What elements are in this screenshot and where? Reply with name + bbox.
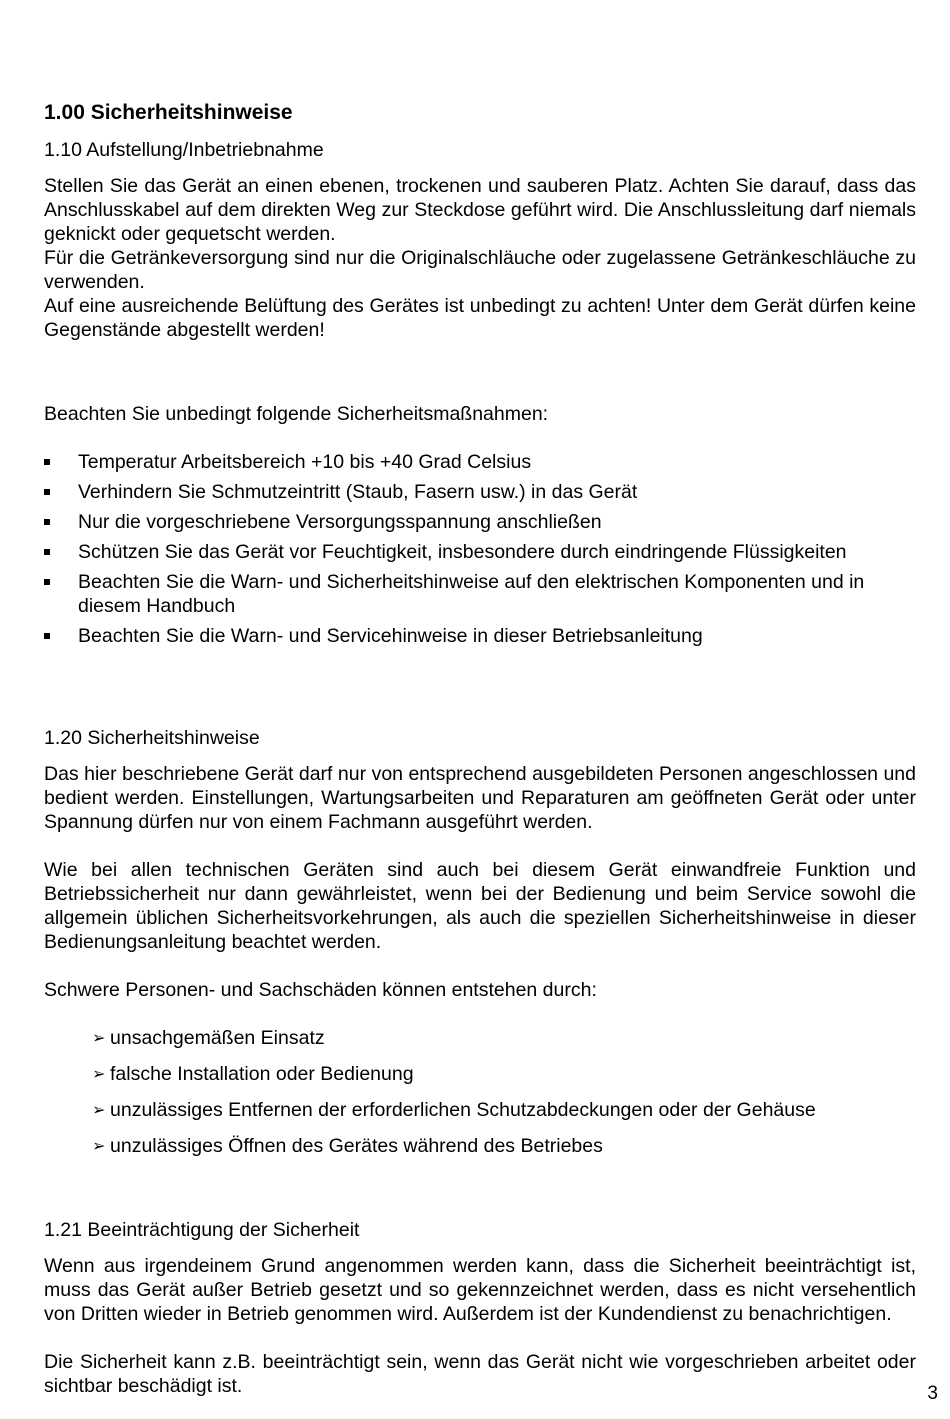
list-item: Nur die vorgeschriebene Versorgungsspannung anschließen [44, 510, 916, 534]
paragraph-sicherheit-2: Wie bei allen technischen Geräten sind auch bei diesem Gerät einwandfreie Funktion und Betriebssicherheit nur dann gewährleistet, wenn bei der Bedienung und beim Service sowohl die allgemein üblichen Sicherheitsvorkehrungen, als auch die speziellen Sicherheitshinweise in dieser Bedienungsanleitung beachtet werden. [44, 859, 916, 953]
list-item: ➢ unsachgemäßen Einsatz [92, 1027, 325, 1049]
heading-aufstellung: 1.10 Aufstellung/Inbetriebnahme [44, 139, 324, 161]
paragraph-aufstellung-2: Für die Getränkeversorgung sind nur die Originalschläuche oder zugelassene Getränkeschläuche zu verwenden. [44, 247, 916, 293]
arrow-bullet-icon: ➢ [92, 1136, 106, 1155]
section-title: 1.00 Sicherheitshinweise [44, 101, 293, 124]
list-item: Schützen Sie das Gerät vor Feuchtigkeit, insbesondere durch eindringende Flüssigkeiten [44, 540, 916, 564]
square-bullet-icon [44, 549, 50, 555]
list-item: Temperatur Arbeitsbereich +10 bis +40 Grad Celsius [44, 450, 916, 474]
list-item: Verhindern Sie Schmutzeintritt (Staub, Fasern usw.) in das Gerät [44, 480, 916, 504]
square-bullet-icon [44, 633, 50, 639]
arrow-bullet-icon: ➢ [92, 1028, 106, 1047]
paragraph-beeintraechtigung-1: Wenn aus irgendeinem Grund angenommen werden kann, dass die Sicherheit beeinträchtigt ist, muss das Gerät außer Betrieb gesetzt und so gekennzeichnet werden, dass es nicht versehentlich von Dritten wieder in Betrieb genommen wird. Außerdem ist der Kundendienst zu benachrichtigen. [44, 1255, 916, 1325]
list-item: Beachten Sie die Warn- und Servicehinweise in dieser Betriebsanleitung [44, 624, 916, 648]
square-bullet-icon [44, 489, 50, 495]
square-bullet-icon [44, 579, 50, 585]
damage-intro: Schwere Personen- und Sachschäden können entstehen durch: [44, 979, 597, 1001]
page-number: 3 [927, 1383, 938, 1404]
arrow-bullet-icon: ➢ [92, 1064, 106, 1083]
measures-intro: Beachten Sie unbedingt folgende Sicherheitsmaßnahmen: [44, 403, 549, 425]
list-item: Beachten Sie die Warn- und Sicherheitshinweise auf den elektrischen Komponenten und in diesem Handbuch [44, 570, 916, 618]
paragraph-aufstellung-3: Auf eine ausreichende Belüftung des Gerätes ist unbedingt zu achten! Unter dem Gerät dürfen keine Gegenstände abgestellt werden! [44, 295, 916, 341]
measures-list [44, 450, 916, 648]
paragraph-beeintraechtigung-2: Die Sicherheit kann z.B. beeinträchtigt sein, wenn das Gerät nicht wie vorgeschrieben arbeitet oder sichtbar beschädigt ist. [44, 1351, 916, 1397]
list-item: ➢ unzulässiges Entfernen der erforderlichen Schutzabdeckungen oder der Gehäuse [92, 1099, 816, 1121]
paragraph-sicherheit-1: Das hier beschriebene Gerät darf nur von entsprechend ausgebildeten Personen angeschlossen und bedient werden. Einstellungen, Wartungsarbeiten und Reparaturen am geöffneten Gerät oder unter Spannung dürfen nur von einem Fachmann ausgeführt werden. [44, 763, 916, 833]
square-bullet-icon [44, 459, 50, 465]
heading-sicherheitshinweise: 1.20 Sicherheitshinweise [44, 727, 260, 749]
document-page [44, 100, 916, 1398]
square-bullet-icon [44, 519, 50, 525]
paragraph-aufstellung-1: Stellen Sie das Gerät an einen ebenen, trockenen und sauberen Platz. Achten Sie darauf, dass das Anschlusskabel auf dem direkten Weg zur Steckdose geführt wird. Die Anschlussleitung darf niemals geknickt oder gequetscht werden. [44, 175, 916, 245]
arrow-bullet-icon: ➢ [92, 1100, 106, 1119]
list-item: ➢ falsche Installation oder Bedienung [92, 1063, 414, 1085]
damage-causes-list [44, 1026, 916, 1158]
list-item: ➢ unzulässiges Öffnen des Gerätes während des Betriebes [92, 1135, 603, 1157]
heading-beeintraechtigung: 1.21 Beeinträchtigung der Sicherheit [44, 1219, 360, 1241]
